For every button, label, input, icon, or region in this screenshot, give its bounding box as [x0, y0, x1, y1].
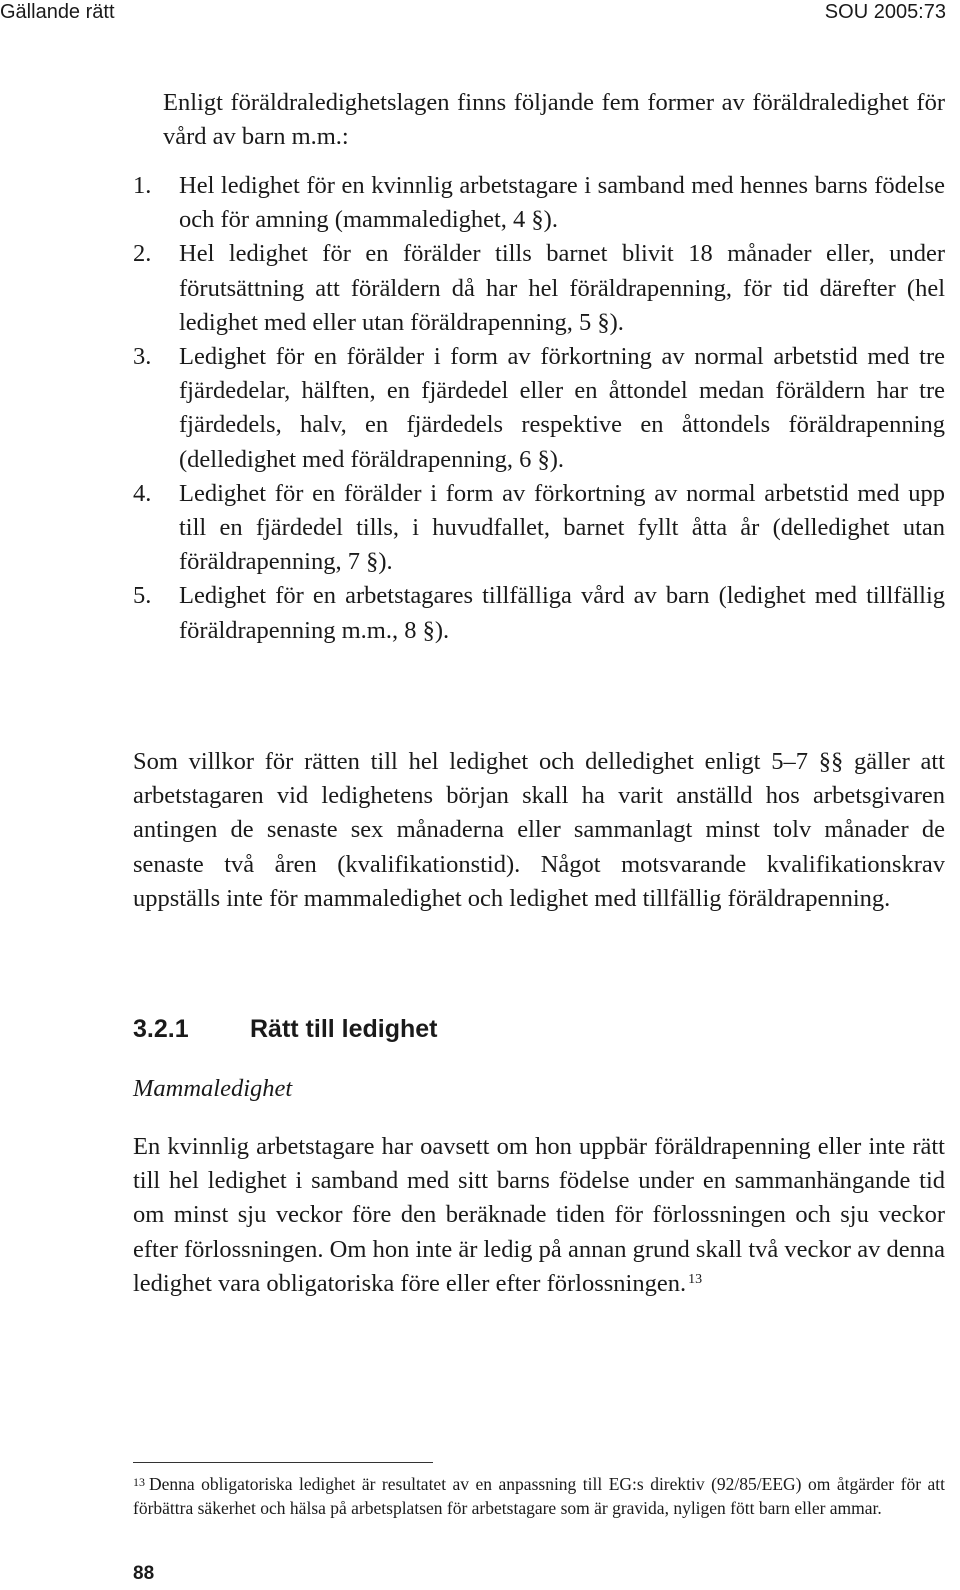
running-head-left: Gällande rätt [0, 1, 115, 23]
footnote-divider [133, 1462, 433, 1463]
list-item-number: 3. [133, 343, 152, 371]
intro-paragraph: Enligt föräldraledighetslagen finns följande fem former av föräldraledighet för vård av barn m.m.: [163, 89, 945, 151]
list-item [133, 579, 945, 647]
list-item-text: Ledighet för en förälder i form av förkortning av normal arbetstid med upp till en fjärdedel tills, i huvudfallet, barnet fyllt åtta år (delledighet utan föräldrapenning, 7 §). [179, 479, 945, 576]
list-item-text: Hel ledighet för en förälder tills barnet blivit 18 månader eller, under förutsättning att föräldern då har hel föräldrapenning, för tid därefter (hel ledighet med eller utan föräldrapenning, 5 §). [179, 240, 945, 336]
maternity-leave-text: En kvinnlig arbetstagare har oavsett om hon uppbär föräldrapenning eller inte rätt till hel ledighet i samband med sitt barns födelse under en sammanhängande tid om minst sju veckor före den beräknade tiden för förlossningen och sju veckor efter förlossningen. Om hon inte är ledig på annan grund skall två veckor av denna ledighet vara obligatoriska före eller efter förlossningen. [133, 1133, 945, 1297]
footnote-reference[interactable]: 13 [688, 1271, 703, 1287]
list-item [133, 340, 945, 477]
qualification-paragraph: Som villkor för rätten till hel ledighet och delledighet enligt 5–7 §§ gäller att arbetstagaren vid ledighetens början skall ha varit anställd hos arbetsgivaren antingen de senaste sex månaderna eller sammanlagt minst tolv månader de senaste två åren (kvalifikationstid). Något motsvarande kvalifikationskrav uppställs inte för mammaledighet och ledighet med tillfällig föräldrapenning. [133, 748, 945, 912]
section-number: 3.2.1 [133, 1015, 189, 1043]
page-number: 88 [133, 1563, 155, 1584]
list-item [133, 169, 945, 237]
list-item-number: 5. [133, 582, 152, 610]
list-item-text: Hel ledighet för en kvinnlig arbetstagare i samband med hennes barns födelse och för amning (mammaledighet, 4 §). [179, 172, 945, 234]
list-item-number: 1. [133, 172, 152, 199]
subheading: Mammaledighet [133, 1075, 293, 1102]
section-heading [133, 1012, 945, 1046]
leave-forms-list [133, 169, 945, 648]
list-item [133, 237, 945, 340]
list-item [133, 477, 945, 580]
footnote-number: 13 [133, 1475, 145, 1489]
list-item-text: Ledighet för en förälder i form av förkortning av normal arbetstid med tre fjärdedelar, hälften, en fjärdedel eller en åttondel medan föräldern har tre fjärdedels, halv, en fjärdedels respektive en åttondels föräldrapenning (delledighet med föräldrapenning, 6 §). [179, 343, 945, 473]
section-title: Rätt till ledighet [250, 1015, 438, 1043]
list-item-number: 4. [133, 479, 152, 507]
maternity-leave-paragraph [133, 1130, 945, 1301]
list-item-text: Ledighet för en arbetstagares tillfälliga vård av barn (ledighet med tillfällig föräldrapenning m.m., 8 §). [179, 582, 945, 644]
list-item-number: 2. [133, 240, 152, 268]
running-head-right: SOU 2005:73 [824, 1, 946, 23]
footnote-text: Denna obligatoriska ledighet är resultatet av en anpassning till EG:s direktiv (92/85/EEG) om åtgärder för att förbättra säkerhet och hälsa på arbetsplatsen för arbetstagare som är gravida, nyligen fött barn eller ammar. [133, 1474, 945, 1518]
footnote [133, 1472, 945, 1520]
